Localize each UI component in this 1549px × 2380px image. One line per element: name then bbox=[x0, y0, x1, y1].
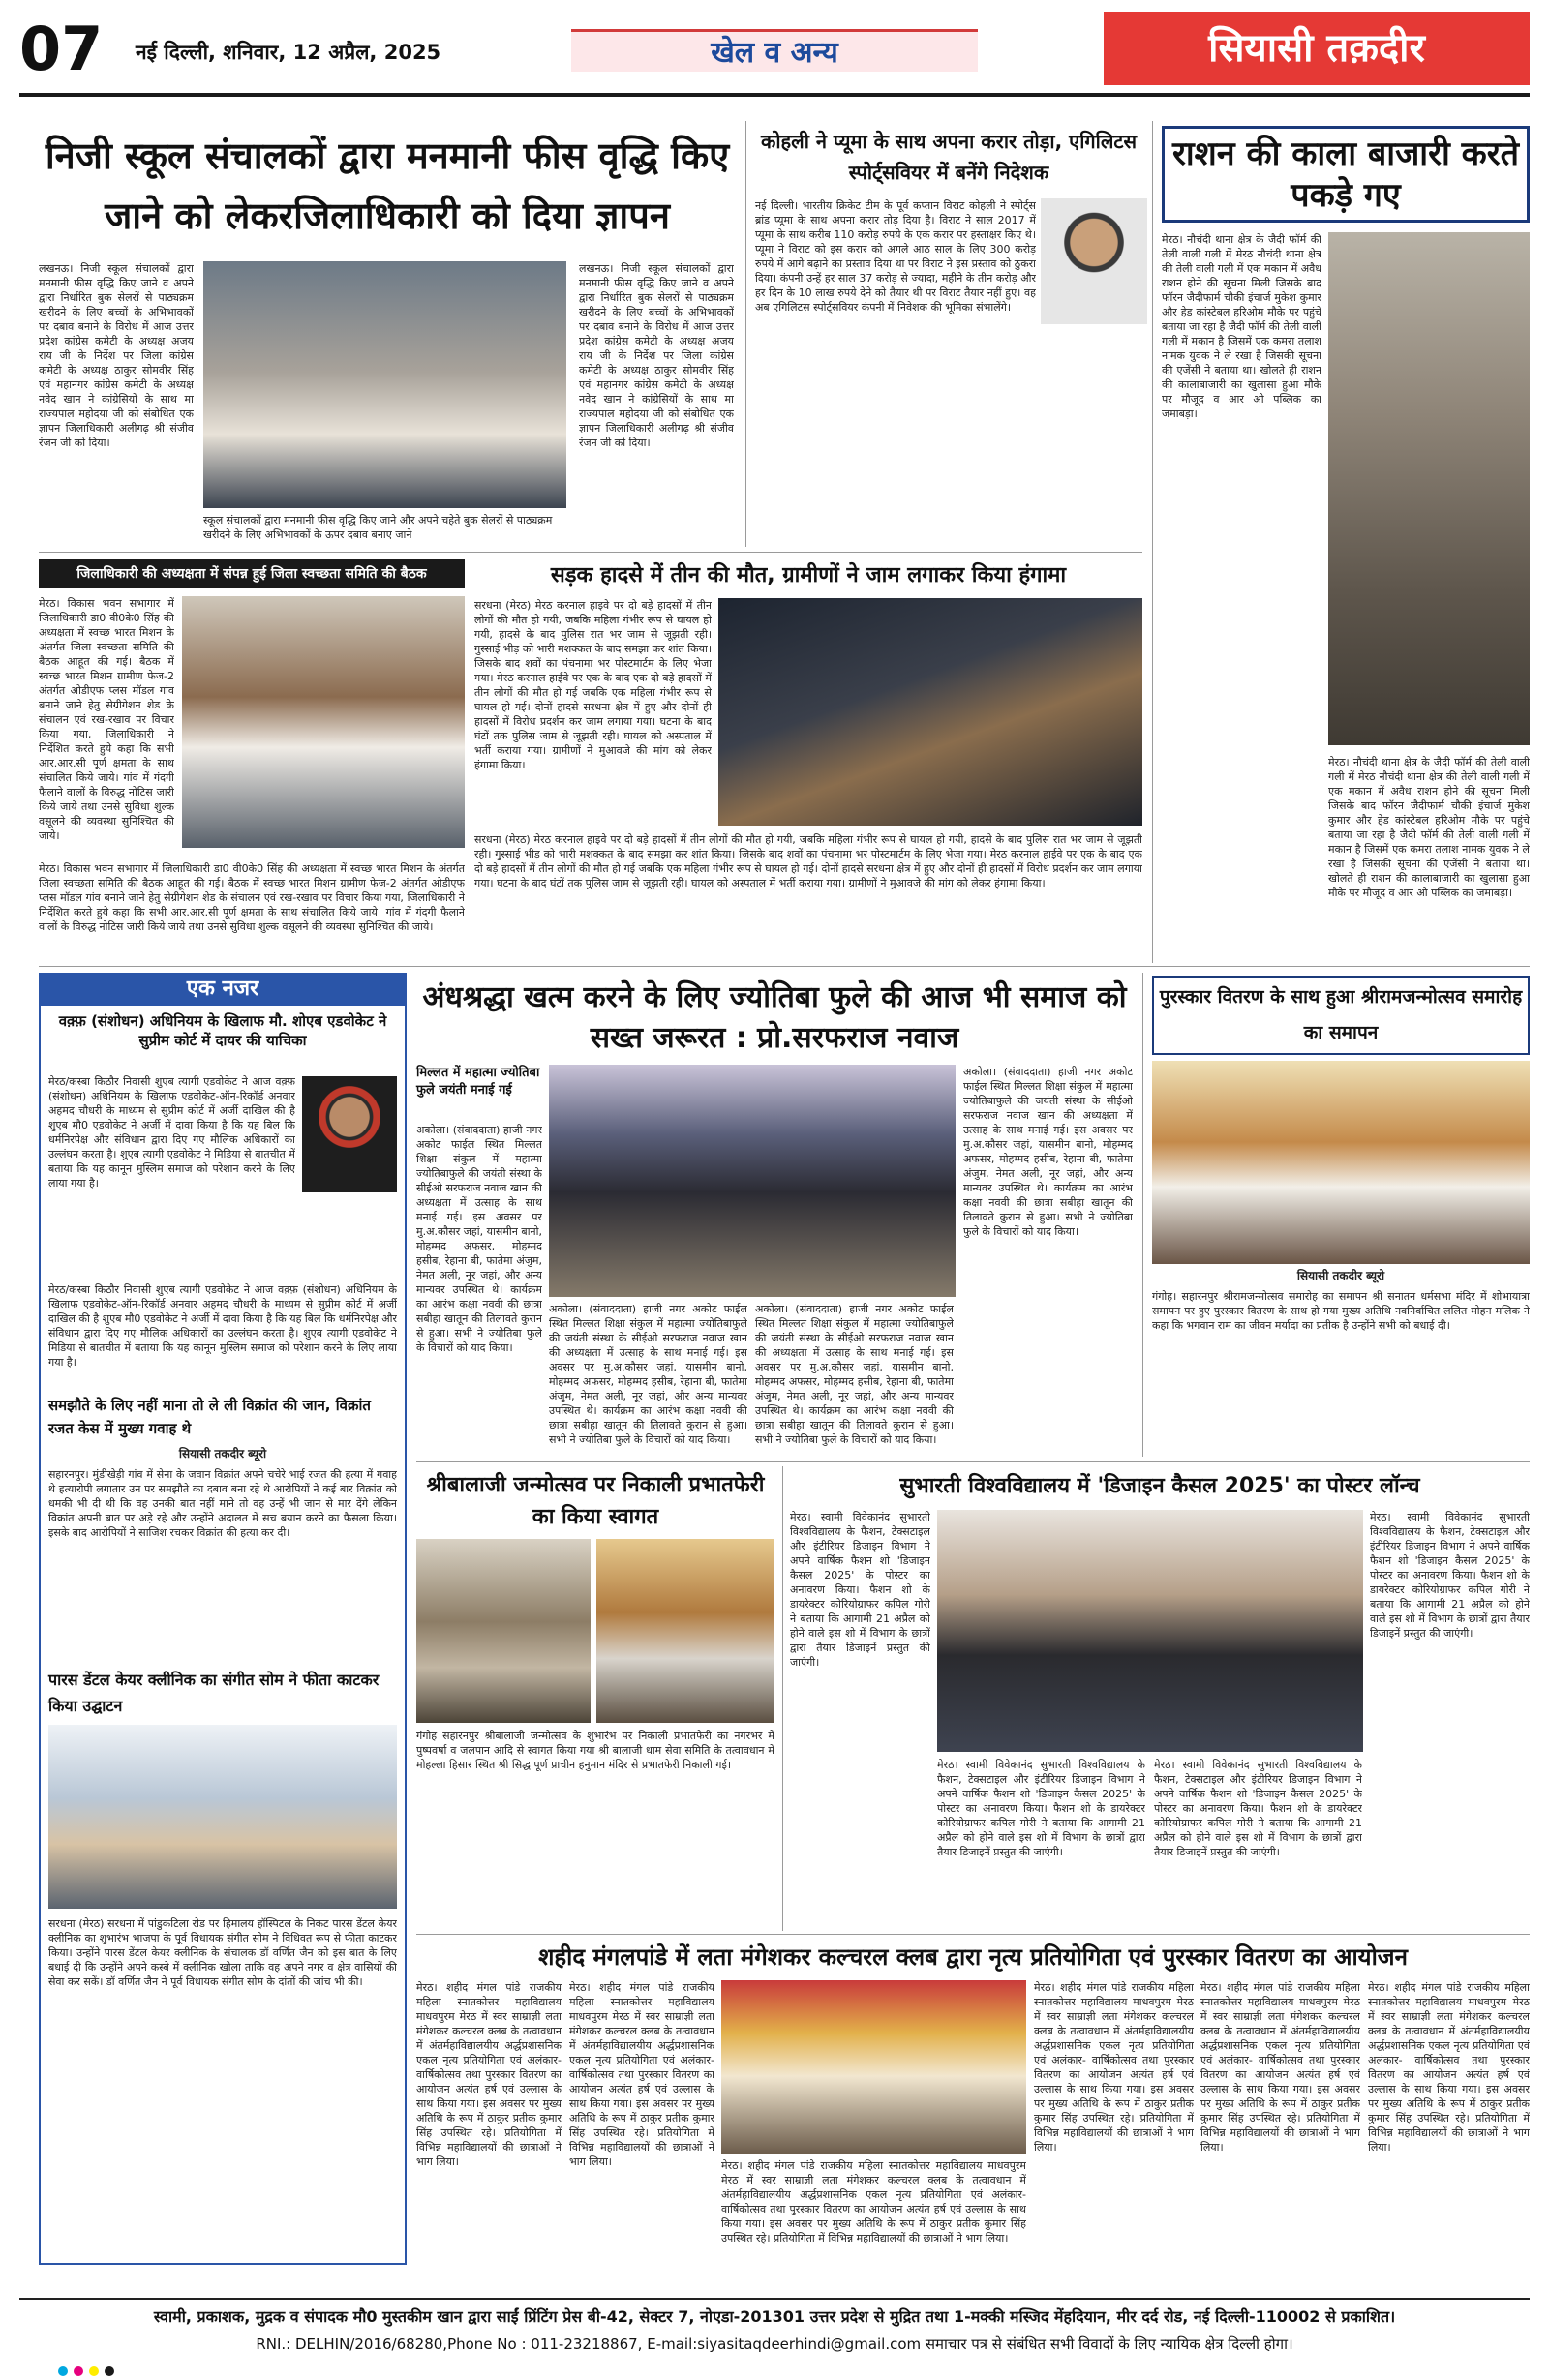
masthead-rule bbox=[19, 93, 1530, 97]
ration-headline: राशन की काला बाजारी करते पकड़े गए bbox=[1171, 135, 1520, 215]
divider bbox=[745, 121, 746, 547]
subharti-body-col3: मेरठ। स्वामी विवेकानंद सुभारती विश्वविद्यालय के फैशन, टेक्सटाइल और इंटीरियर डिजाइन विभाग ने अपने वार्षिक फैशन शो 'डिजाइन कैसल 2025' के पोस्टर का अनावरण किया। फैशन शो के डायरेक्टर कोरियोग्राफर कपिल गोरी ने बताया कि आगामी 21 अप्रैल को होने वाले इस शो में विभाग के छात्रों द्वारा तैयार डिजाइनें प्रस्तुत की जाएंगी। bbox=[1154, 1759, 1362, 1858]
phule-photo bbox=[549, 1065, 956, 1297]
fees-headline: निजी स्कूल संचालकों द्वारा मनमानी फीस वृद्धि किए जाने को लेकरजिलाधिकारी को दिया ज्ञापन bbox=[45, 135, 730, 237]
ramjanmotsav-body: गंगोह। सहारनपुर श्रीरामजन्मोत्सव समारोह का समापन श्री सनातन धर्मसभा मंदिर में शोभायात्रा समापन पर हुए पुरस्कार वितरण के साथ हो गया मुख्य अतिथि नवनिर्वाचित ललित मोहन मलिक ने कहा कि भगवान राम का जीवन मर्यादा का प्रतीक है उन्होंने सभी को बधाई दी। bbox=[1152, 1290, 1530, 1332]
waqf-photo bbox=[302, 1076, 397, 1192]
waqf-headline: वक़्फ़ (संशोधन) अधिनियम के खिलाफ मौ. शोएब एडवोकेट ने सुप्रीम कोर्ट में दायर की याचिका bbox=[58, 1012, 387, 1049]
fees-photo bbox=[203, 261, 566, 508]
dental-body: सरधना (मेरठ) सरधना में पांडुकटिला रोड पर हिमालय हॉस्पिटल के निकट पारस डेंटल केयर क्लीनिक का शुभारंभ भाजपा के पूर्व विधायक संगीत सोम ने विधिवत रूप से फीता काटकर किया। उन्होंने पारस डेंटल केयर क्लीनिक के संचालक डॉ वर्णित जैन को इस बात के लिए बधाई दी कि उन्होंने अपने कस्बे में क्लीनिक खोला ताकि वह अपने नगर व क्षेत्र वासियों की सेवा कर सकें। डॉ वर्णित जैन ने पूर्व विधायक संगीत सोम के दांतों की जांच भी की। bbox=[48, 1917, 397, 1988]
phule-body-col3: अकोला। (संवाददाता) हाजी नगर अकोट फाईल स्थित मिल्लत शिक्षा संकुल में महात्मा ज्योतिबाफुले की जयंती संस्था के सीईओ सरफराज नवाज खान की अध्यक्षता में उत्साह के साथ मनाई गई। इस अवसर पर मु.अ.कौसर जहां, यासमीन बानो, मोहम्मद अफसर, मोहम्मद हसीब, रेहाना बी, फातेमा अंजुम, नेमत अली, नूर जहां, और अन्य मान्यवर उपस्थित थे। कार्यक्रम का आरंभ कक्षा नववी की छात्रा सबीहा खातून की तिलावते कुरान से हुआ। सभी ने ज्योतिबा फुले के विचारों को याद किया। bbox=[755, 1303, 954, 1446]
divider bbox=[1152, 121, 1153, 963]
kohli-body: नई दिल्ली। भारतीय क्रिकेट टीम के पूर्व कप्तान विराट कोहली ने स्पोर्ट्स ब्रांड प्यूमा के साथ अपना करार तोड़ दिया है। विराट ने साल 2017 में प्यूमा के साथ करीब 110 करोड़ रुपये के एक करार पर हस्ताक्षर किए थे। प्यूमा ने विराट को इस करार को अगले आठ साल के लिए 300 करोड़ रुपये में आगे बढ़ाने का प्रस्ताव दिया था पर विराट ने इस प्रस्ताव को ठुकरा दिया। कंपनी उन्हें हर साल 37 करोड़ से ज्यादा, महीने के तीन करोड़ और हर दिन के 10 लाख रुपये देने को तैयार थी पर विराट तैयार नहीं हुए। वह अब एगिलिटस स्पोर्ट्सवियर कंपनी में निवेशक की भूमिका संभालेंगे। bbox=[755, 199, 1036, 314]
mangal-pandey-body-col3: मेरठ। शहीद मंगल पांडे राजकीय महिला स्नातकोत्तर महाविद्यालय माधवपुरम मेरठ में स्वर साम्राज्ञी लता मंगेशकर कल्चरल क्लब के तत्वावधान में अंतर्महाविद्यालयीय अर्द्धप्रशासनिक एकल नृत्य प्रतियोगिता एवं अलंकार- वार्षिकोत्सव तथा पुरस्कार वितरण का आयोजन अत्यंत हर्ष एवं उल्लास के साथ किया गया। इस अवसर पर मुख्य अतिथि के रूप में ठाकुर प्रतीक कुमार सिंह उपस्थित रहे। प्रतियोगिता में विभिन्न महाविद्यालयों की छात्राओं ने भाग लिया। bbox=[721, 2159, 1026, 2244]
phule-headline: अंधश्रद्धा खत्म करने के लिए ज्योतिबा फुले की आज भी समाज को सख्त जरूरत : प्रो.सरफराज नवाज bbox=[422, 980, 1127, 1055]
subharti-body-col4: मेरठ। स्वामी विवेकानंद सुभारती विश्वविद्यालय के फैशन, टेक्सटाइल और इंटीरियर डिजाइन विभाग ने अपने वार्षिक फैशन शो 'डिजाइन कैसल 2025' के पोस्टर का अनावरण किया। फैशन शो के डायरेक्टर कोरियोग्राफर कपिल गोरी ने बताया कि आगामी 21 अप्रैल को होने वाले इस शो में विभाग के छात्रों द्वारा तैयार डिजाइनें प्रस्तुत की जाएंगी। bbox=[1370, 1511, 1530, 1640]
fees-caption: स्कूल संचालकों द्वारा मनमानी फीस वृद्धि किए जाने और अपने चहेते बुक सेलरों से पाठ्यक्रम खरीदने के लिए अभिभावकों के ऊपर दबाव बनाए जाने bbox=[203, 514, 553, 541]
ramjanmotsav-headline: पुरस्कार वितरण के साथ हुआ श्रीरामजन्मोत्सव समारोह का समापन bbox=[1159, 986, 1523, 1043]
balaji-headline: श्रीबालाजी जन्मोत्सव पर निकाली प्रभातफेरी का किया स्वागत bbox=[426, 1473, 765, 1529]
masthead bbox=[0, 0, 1549, 116]
phule-subhead: मिल्लत में महात्मा ज्योतिबा फुले जयंती मनाई गई bbox=[416, 1066, 540, 1098]
divider bbox=[1142, 973, 1143, 1457]
waqf-body: मेरठ/कस्बा किठौर निवासी शुएब त्यागी एडवोकेट ने आज वक़्फ़ (संशोधन) अधिनियम के खिलाफ एडवोकेट-ऑन-रिकॉर्ड अनवार अहमद चौधरी के माध्यम से सुप्रीम कोर्ट में अर्जी दाखिल की है शुएब मौ0 एडवोकेट ने अर्जी में दावा किया है कि यह बिल कि धर्मनिरपेक्ष और संविधान द्वारा दिए गए मौलिक अधिकारों का उल्लंघन करता है। शुएब त्यागी एडवोकेट ने मिडिया से बातचीत में बताया कि यह कानून मुस्लिम समाज को परेशान करने के लिए लाया गया है। bbox=[48, 1075, 295, 1190]
swachhata-photo bbox=[182, 596, 465, 848]
balaji-photo-1 bbox=[416, 1539, 591, 1723]
dental-photo bbox=[48, 1725, 397, 1909]
footer-rule bbox=[19, 2298, 1530, 2300]
divider bbox=[39, 552, 1142, 553]
phule-body-col2: अकोला। (संवाददाता) हाजी नगर अकोट फाईल स्थित मिल्लत शिक्षा संकुल में महात्मा ज्योतिबाफुले की जयंती संस्था के सीईओ सरफराज नवाज खान की अध्यक्षता में उत्साह के साथ मनाई गई। इस अवसर पर मु.अ.कौसर जहां, यासमीन बानो, मोहम्मद अफसर, मोहम्मद हसीब, रेहाना बी, फातेमा अंजुम, नेमत अली, नूर जहां, और अन्य मान्यवर उपस्थित थे। कार्यक्रम का आरंभ कक्षा नववी की छात्रा सबीहा खातून की तिलावते कुरान से हुआ। सभी ने ज्योतिबा फुले के विचारों को याद किया। bbox=[549, 1303, 747, 1446]
section-title: खेल व अन्य bbox=[571, 29, 978, 72]
balaji-photo-2 bbox=[596, 1539, 774, 1723]
mangal-pandey-headline: शहीद मंगलपांडे में लता मंगेशकर कल्चरल क्लब द्वारा नृत्य प्रतियोगिता एवं पुरस्कार वितरण का आयोजन bbox=[538, 1943, 1408, 1971]
kohli-photo bbox=[1041, 198, 1147, 324]
rni-line: RNI.: DELHIN/2016/68280,Phone No : 011-23218867, E-mail:siyasitaqdeerhindi@gmail.com समाचार पत्र से संबंधित सभी विवादों के लिए न्यायिक क्षेत्र दिल्ली होगा। bbox=[256, 2335, 1293, 2353]
fees-body-col2: लखनऊ। निजी स्कूल संचालकों द्वारा मनमानी फीस वृद्धि किए जाने व अपने द्वारा निर्धारित बुक सेलरों से पाठ्यक्रम खरीदने के लिए बच्चों के अभिभावकों पर दबाव बनाने के विरोध में आज उत्तर प्रदेश कांग्रेस कमेटी के अध्यक्ष अजय राय जी के निर्देश पर जिला कांग्रेस कमेटी के अध्यक्ष ठाकुर सोमवीर सिंह एवं महानगर कांग्रेस कमेटी के अध्यक्ष नवेद खान ने कांग्रेसियों के साथ मा राज्यपाल महोदया जी को संबोधित एक ज्ञापन जिलाधिकारी अलीगढ़ श्री संजीव रंजन जी को दिया। bbox=[579, 262, 734, 449]
ration-body-col2: मेरठ। नौचंदी थाना क्षेत्र के जैदी फॉर्म की तेली वाली गली में मेरठ नौचंदी थाना क्षेत्र की तेली वाली गली में एक मकान में अवैध राशन होने की सूचना मिली जिसके बाद फॉरन जैदीफार्म चौकी इंचार्ज मुकेश कुमार और हेड कांस्टेबल हरिओम मौके पर पहुंचे बताया जा रहा है जैदी फॉर्म की तेली वाली गली में मकान है जिसमें एक कमरा तलाश नामक युवक ने ले रखा है जिसकी सूचना की एजेंसी ने बताया था। खोलते ही राशन की कालाबाजारी का खुलासा हुआ मौके पर मौजूद व आर ओ पब्लिक का जमाबड़ा। bbox=[1328, 756, 1530, 899]
dental-headline: पारस डेंटल केयर क्लीनिक का संगीत सोम ने फीता काटकर किया उद्घाटन bbox=[48, 1671, 380, 1715]
phule-body-col4: अकोला। (संवाददाता) हाजी नगर अकोट फाईल स्थित मिल्लत शिक्षा संकुल में महात्मा ज्योतिबाफुले की जयंती संस्था के सीईओ सरफराज नवाज खान की अध्यक्षता में उत्साह के साथ मनाई गई। इस अवसर पर मु.अ.कौसर जहां, यासमीन बानो, मोहम्मद अफसर, मोहम्मद हसीब, रेहाना बी, फातेमा अंजुम, नेमत अली, नूर जहां, और अन्य मान्यवर उपस्थित थे। कार्यक्रम का आरंभ कक्षा नववी की छात्रा सबीहा खातून की तिलावते कुरान से हुआ। सभी ने ज्योतिबा फुले के विचारों को याद किया। bbox=[963, 1066, 1133, 1238]
accident-body-wide: सरधना (मेरठ) मेरठ करनाल हाइवे पर दो बड़े हादसों में तीन लोगों की मौत हो गयी, जबकि महिला गंभीर रूप से घायल हो गयी, हादसे के बाद पुलिस रात भर जाम से जूझती रही। गुस्साई भीड़ को भारी मशक्कत के बाद समझा कर शांत किया। जिसके बाद शवों का पंचनामा भर पोस्टमार्टम के लिए भेजा गया। मेरठ करनाल हाईवे पर एक के बाद एक दो बड़े हादसों में तीन लोगों की मौत हो गई जबकि एक महिला गंभीर रूप से घायल हो गई। दोनों हादसे सरधना क्षेत्र में हुए और दोनों ही हादसों में विरोध प्रदर्शन कर जाम लगाया गया। घटना के बाद घंटों तक पुलिस जाम से जूझती रही। घायल को अस्पताल में भर्ती कराया गया। ग्रामीणों ने मुआवजे की मांग को लेकर हंगामा किया। bbox=[474, 833, 1142, 889]
subharti-headline: सुभारती विश्वविद्यालय में 'डिजाइन कैसल 2025' का पोस्टर लॉन्च bbox=[899, 1474, 1420, 1498]
fees-body: लखनऊ। निजी स्कूल संचालकों द्वारा मनमानी फीस वृद्धि किए जाने व अपने द्वारा निर्धारित बुक सेलरों से पाठ्यक्रम खरीदने के लिए बच्चों के अभिभावकों पर दबाव बनाने के विरोध में आज उत्तर प्रदेश कांग्रेस कमेटी के अध्यक्ष अजय राय जी के निर्देश पर जिला कांग्रेस कमेटी के अध्यक्ष ठाकुर सोमवीर सिंह एवं महानगर कांग्रेस कमेटी के अध्यक्ष नवेद खान ने कांग्रेसियों के साथ मा राज्यपाल महोदया जी को संबोधित एक ज्ञापन जिलाधिकारी अलीगढ़ श्री संजीव रंजन जी को दिया। bbox=[39, 262, 194, 449]
ramjanmotsav-caption: सियासी तकदीर ब्यूरो bbox=[1296, 1269, 1385, 1282]
color-registration-dots bbox=[58, 2362, 1491, 2373]
divider bbox=[416, 1461, 1530, 1462]
date-line: नई दिल्ली, शनिवार, 12 अप्रैल, 2025 bbox=[136, 41, 441, 64]
mangal-pandey-body: मेरठ। शहीद मंगल पांडे राजकीय महिला स्नातकोत्तर महाविद्यालय माधवपुरम मेरठ में स्वर साम्राज्ञी लता मंगेशकर कल्चरल क्लब के तत्वावधान में अंतर्महाविद्यालयीय अर्द्धप्रशासनिक एकल नृत्य प्रतियोगिता एवं अलंकार- वार्षिकोत्सव तथा पुरस्कार वितरण का आयोजन अत्यंत हर्ष एवं उल्लास के साथ किया गया। इस अवसर पर मुख्य अतिथि के रूप में ठाकुर प्रतीक कुमार सिंह उपस्थित रहे। प्रतियोगिता में विभिन्न महाविद्यालयों की छात्राओं ने भाग लिया। bbox=[416, 1981, 562, 2168]
vikrant-headline: समझौते के लिए नहीं माना तो ले ली विक्रांत की जान, विक्रांत रजत केस में मुख्य गवाह थे bbox=[48, 1397, 371, 1437]
accident-photo bbox=[718, 598, 1142, 826]
balaji-body: गंगोह सहारनपुर श्रीबालाजी जन्मोत्सव के शुभारंभ पर निकाली प्रभातफेरी का नगरभर में पुष्पवर्षा व जलपान आदि से स्वागत किया गया श्री बालाजी धाम सेवा समिति के तत्वावधान में मोहल्ला हिसार स्थित श्री सिद्ध पूर्ण प्राचीन हनुमान मंदिर से प्रभातफेरी निकाली गई। bbox=[416, 1730, 774, 1771]
mangal-pandey-body-col6: मेरठ। शहीद मंगल पांडे राजकीय महिला स्नातकोत्तर महाविद्यालय माधवपुरम मेरठ में स्वर साम्राज्ञी लता मंगेशकर कल्चरल क्लब के तत्वावधान में अंतर्महाविद्यालयीय अर्द्धप्रशासनिक एकल नृत्य प्रतियोगिता एवं अलंकार- वार्षिकोत्सव तथा पुरस्कार वितरण का आयोजन अत्यंत हर्ष एवं उल्लास के साथ किया गया। इस अवसर पर मुख्य अतिथि के रूप में ठाकुर प्रतीक कुमार सिंह उपस्थित रहे। प्रतियोगिता में विभिन्न महाविद्यालयों की छात्राओं ने भाग लिया। bbox=[1368, 1981, 1530, 2154]
phule-body: अकोला। (संवाददाता) हाजी नगर अकोट फाईल स्थित मिल्लत शिक्षा संकुल में महात्मा ज्योतिबाफुले की जयंती संस्था के सीईओ सरफराज नवाज खान की अध्यक्षता में उत्साह के साथ मनाई गई। इस अवसर पर मु.अ.कौसर जहां, यासमीन बानो, मोहम्मद अफसर, मोहम्मद हसीब, रेहाना बी, फातेमा अंजुम, नेमत अली, नूर जहां, और अन्य मान्यवर उपस्थित थे। कार्यक्रम का आरंभ कक्षा नववी की छात्रा सबीहा खातून की तिलावते कुरान से हुआ। सभी ने ज्योतिबा फुले के विचारों को याद किया। bbox=[416, 1124, 542, 1354]
page-number: 07 bbox=[19, 14, 104, 84]
subharti-photo bbox=[937, 1510, 1363, 1752]
mangal-pandey-body-col5: मेरठ। शहीद मंगल पांडे राजकीय महिला स्नातकोत्तर महाविद्यालय माधवपुरम मेरठ में स्वर साम्राज्ञी लता मंगेशकर कल्चरल क्लब के तत्वावधान में अंतर्महाविद्यालयीय अर्द्धप्रशासनिक एकल नृत्य प्रतियोगिता एवं अलंकार- वार्षिकोत्सव तथा पुरस्कार वितरण का आयोजन अत्यंत हर्ष एवं उल्लास के साथ किया गया। इस अवसर पर मुख्य अतिथि के रूप में ठाकुर प्रतीक कुमार सिंह उपस्थित रहे। प्रतियोगिता में विभिन्न महाविद्यालयों की छात्राओं ने भाग लिया। bbox=[1200, 1981, 1360, 2154]
mangal-pandey-body-col2: मेरठ। शहीद मंगल पांडे राजकीय महिला स्नातकोत्तर महाविद्यालय माधवपुरम मेरठ में स्वर साम्राज्ञी लता मंगेशकर कल्चरल क्लब के तत्वावधान में अंतर्महाविद्यालयीय अर्द्धप्रशासनिक एकल नृत्य प्रतियोगिता एवं अलंकार- वार्षिकोत्सव तथा पुरस्कार वितरण का आयोजन अत्यंत हर्ष एवं उल्लास के साथ किया गया। इस अवसर पर मुख्य अतिथि के रूप में ठाकुर प्रतीक कुमार सिंह उपस्थित रहे। प्रतियोगिता में विभिन्न महाविद्यालयों की छात्राओं ने भाग लिया। bbox=[569, 1981, 714, 2168]
mangal-pandey-body-col4: मेरठ। शहीद मंगल पांडे राजकीय महिला स्नातकोत्तर महाविद्यालय माधवपुरम मेरठ में स्वर साम्राज्ञी लता मंगेशकर कल्चरल क्लब के तत्वावधान में अंतर्महाविद्यालयीय अर्द्धप्रशासनिक एकल नृत्य प्रतियोगिता एवं अलंकार- वार्षिकोत्सव तथा पुरस्कार वितरण का आयोजन अत्यंत हर्ष एवं उल्लास के साथ किया गया। इस अवसर पर मुख्य अतिथि के रूप में ठाकुर प्रतीक कुमार सिंह उपस्थित रहे। प्रतियोगिता में विभिन्न महाविद्यालयों की छात्राओं ने भाग लिया। bbox=[1034, 1981, 1194, 2154]
vikrant-byline: सियासी तकदीर ब्यूरो bbox=[178, 1447, 267, 1461]
accident-headline: सड़क हादसे में तीन की मौत, ग्रामीणों ने जाम लगाकर किया हंगामा bbox=[550, 563, 1067, 587]
swachhata-body-wide: मेरठ। विकास भवन सभागार में जिलाधिकारी डा0 वी0के0 सिंह की अध्यक्षता में स्वच्छ भारत मिशन के अंतर्गत जिला स्वच्छता समिति की बैठक आहूत की गई। बैठक में स्वच्छ भारत मिशन ग्रामीण फेज-2 अंतर्गत ओडीएफ प्लस मॉडल गांव बनाने जाने हेतु सेग्रीगेशन शेड के संचालन एवं रख-रखाव पर विचार किया गया, जिलाधिकारी ने निर्देशित करते हुये कहा कि सभी आर.आर.सी पूर्ण क्षमता के साथ संचालित किये जाये। गांव में गंदगी फैलाने वालों के विरुद्ध नोटिस जारी किये जाये तथा उनसे सुविधा शुल्क वसूलने की व्यवस्था सुनिश्चित की जाये। bbox=[39, 862, 465, 933]
divider bbox=[39, 966, 1530, 967]
divider bbox=[782, 1466, 783, 1931]
vikrant-body: सहारनपुर। मुंडीखेड़ी गांव में सेना के जवान विक्रांत अपने चचेरे भाई रजत की हत्या में गवाह थे हत्यारोपी लगातार उन पर समझौते का दबाव बना रहे थे आरोपियों ने कई बार विक्रांत को धमकी भी दी थी कि वह उनकी बात नहीं माने तो वह उन्हें भी जान से मार देंगे लेकिन विक्रांत अपनी बात पर अड़े रहे और उन्होंने अदालत में सच बयान करने का फैसला किया। इसके बाद आरोपियों ने साजिश रचकर विक्रांत की हत्या कर दी। bbox=[48, 1468, 397, 1539]
ration-photo bbox=[1328, 232, 1530, 745]
subharti-body: मेरठ। स्वामी विवेकानंद सुभारती विश्वविद्यालय के फैशन, टेक्सटाइल और इंटीरियर डिजाइन विभाग ने अपने वार्षिक फैशन शो 'डिजाइन कैसल 2025' के पोस्टर का अनावरण किया। फैशन शो के डायरेक्टर कोरियोग्राफर कपिल गोरी ने बताया कि आगामी 21 अप्रैल को होने वाले इस शो में विभाग के छात्रों द्वारा तैयार डिजाइनें प्रस्तुत की जाएंगी। bbox=[790, 1511, 930, 1669]
ration-body: मेरठ। नौचंदी थाना क्षेत्र के जैदी फॉर्म की तेली वाली गली में मेरठ नौचंदी थाना क्षेत्र की तेली वाली गली में एक मकान में अवैध राशन होने की सूचना मिली जिसके बाद फॉरन जैदीफार्म चौकी इंचार्ज मुकेश कुमार और हेड कांस्टेबल हरिओम मौके पर पहुंचे बताया जा रहा है जैदी फॉर्म की तेली वाली गली में मकान है जिसमें एक कमरा तलाश नामक युवक ने ले रखा है जिसकी सूचना की एजेंसी ने बताया था। खोलते ही राशन की कालाबाजारी का खुलासा हुआ मौके पर मौजूद व आर ओ पब्लिक का जमाबड़ा। bbox=[1162, 233, 1321, 420]
ek-nazar-label: एक नजर bbox=[39, 973, 407, 1006]
kohli-headline: कोहली ने प्यूमा के साथ अपना करार तोड़ा, एगिलिटस स्पोर्ट्सवियर में बनेंगे निदेशक bbox=[760, 130, 1138, 184]
mangal-pandey-photo bbox=[721, 1980, 1026, 2154]
brand-title: सियासी तक़दीर bbox=[1104, 12, 1530, 85]
accident-body: सरधना (मेरठ) मेरठ करनाल हाइवे पर दो बड़े हादसों में तीन लोगों की मौत हो गयी, जबकि महिला गंभीर रूप से घायल हो गयी, हादसे के बाद पुलिस रात भर जाम से जूझती रही। गुस्साई भीड़ को भारी मशक्कत के बाद समझा कर शांत किया। जिसके बाद शवों का पंचनामा भर पोस्टमार्टम के लिए भेजा गया। मेरठ करनाल हाईवे पर एक के बाद एक दो बड़े हादसों में तीन लोगों की मौत हो गई जबकि एक महिला गंभीर रूप से घायल हो गई। दोनों हादसे सरधना क्षेत्र में हुए और दोनों ही हादसों में विरोध प्रदर्शन कर जाम लगाया गया। घटना के बाद घंटों तक पुलिस जाम से जूझती रही। घायल को अस्पताल में भर्ती कराया गया। ग्रामीणों ने मुआवजे की मांग को लेकर हंगामा किया। bbox=[474, 599, 712, 771]
swachhata-body: मेरठ। विकास भवन सभागार में जिलाधिकारी डा0 वी0के0 सिंह की अध्यक्षता में स्वच्छ भारत मिशन के अंतर्गत जिला स्वच्छता समिति की बैठक आहूत की गई। बैठक में स्वच्छ भारत मिशन ग्रामीण फेज-2 अंतर्गत ओडीएफ प्लस मॉडल गांव बनाने जाने हेतु सेग्रीगेशन शेड के संचालन एवं रख-रखाव पर विचार किया गया, जिलाधिकारी ने निर्देशित करते हुये कहा कि सभी आर.आर.सी पूर्ण क्षमता के साथ संचालित किये जाये। गांव में गंदगी फैलाने वालों के विरुद्ध नोटिस जारी किये जाये तथा उनसे सुविधा शुल्क वसूलने की व्यवस्था सुनिश्चित की जाये। bbox=[39, 597, 174, 842]
subharti-body-col2: मेरठ। स्वामी विवेकानंद सुभारती विश्वविद्यालय के फैशन, टेक्सटाइल और इंटीरियर डिजाइन विभाग ने अपने वार्षिक फैशन शो 'डिजाइन कैसल 2025' के पोस्टर का अनावरण किया। फैशन शो के डायरेक्टर कोरियोग्राफर कपिल गोरी ने बताया कि आगामी 21 अप्रैल को होने वाले इस शो में विभाग के छात्रों द्वारा तैयार डिजाइनें प्रस्तुत की जाएंगी। bbox=[937, 1759, 1145, 1858]
imprint-line: स्वामी, प्रकाशक, मुद्रक व संपादक मौ0 मुस्तकीम खान द्वारा साईं प्रिंटिंग प्रेस बी-42, सेक्टर 7, नोएडा-201301 उत्तर प्रदेश से मुद्रित तथा 1-मक्की मस्जिद मेंहदियान, मीर दर्द रोड, नई दिल्ली-110002 से प्रकाशित। bbox=[153, 2307, 1396, 2326]
divider bbox=[416, 1934, 1530, 1935]
swachhata-headline: जिलाधिकारी की अध्यक्षता में संपन्न हुई जिला स्वच्छता समिति की बैठक bbox=[39, 559, 465, 588]
waqf-body-wide: मेरठ/कस्बा किठौर निवासी शुएब त्यागी एडवोकेट ने आज वक़्फ़ (संशोधन) अधिनियम के खिलाफ एडवोकेट-ऑन-रिकॉर्ड अनवार अहमद चौधरी के माध्यम से सुप्रीम कोर्ट में अर्जी दाखिल की है शुएब मौ0 एडवोकेट ने अर्जी में दावा किया है कि यह बिल कि धर्मनिरपेक्ष और संविधान द्वारा दिए गए मौलिक अधिकारों का उल्लंघन करता है। शुएब त्यागी एडवोकेट ने मिडिया से बातचीत में बताया कि यह कानून मुस्लिम समाज को परेशान करने के लिए लाया गया है। bbox=[48, 1283, 397, 1369]
ramjanmotsav-photo bbox=[1152, 1061, 1530, 1264]
